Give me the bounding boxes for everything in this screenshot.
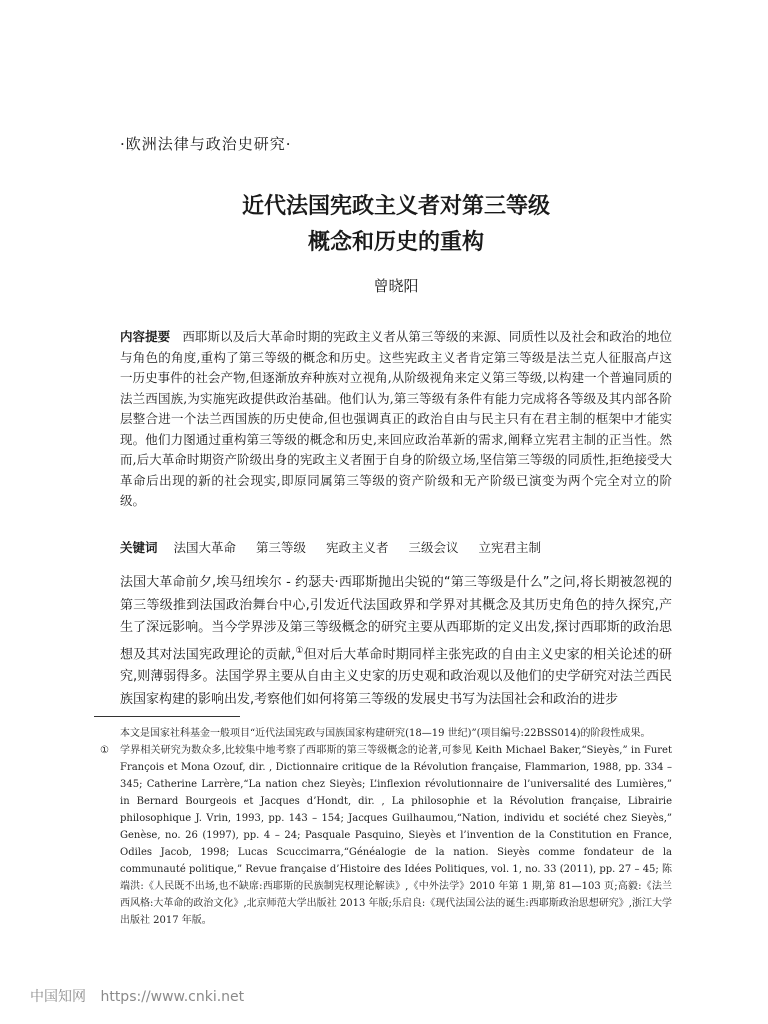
keywords	[120, 538, 672, 558]
section-label: ·欧洲法律与政治史研究·	[120, 135, 292, 153]
footnote-1-text: 学界相关研究为数众多,比较集中地考察了西耶斯的第三等级概念的论著,可参见 Keith Michael Baker,“Sieyès,” in Furet François et Mona Ozouf, dir. , Dictionnaire critique de la Révolution française, Flammarion, 1988, pp. 334 – 345; Catherine Larrère,“La nation chez Sieyès; L’inflexion révolutionnaire de l’universalité des Lumières,” in Bernard Bourgeois et Jacques d’Hondt, dir. , La philosophie et la Révolution française, Librairie philosophique J. Vrin, 1993, pp. 143 – 154; Jacques Guilhaumou,“Nation, individu et société chez Sieyès,” Genèse, no. 26 (1997), pp. 4 – 24; Pasquale Pasquino, Sieyès et l’invention de la Constitution en France, Odiles Jacob, 1998; Lucas Scuccimarra,“Généalogie de la nation. Sieyès comme fondateur de la communauté politique,” Revue française d’Histoire des Idées Politiques, vol. 1, no. 33 (2011), pp. 27 – 45; 陈端洪:《人民既不出场,也不缺席:西耶斯的民族制宪权理论解读》,《中外法学》2010 年第 1 期,第 81—103 页;高毅:《法兰西风格:大革命的政治文化》,北京师范大学出版社 2013 年版;乐启良:《现代法国公法的诞生:西耶斯政治思想研究》,浙江大学出版社 2017 年版。	[120, 745, 672, 926]
footnote-1-mark: ①	[100, 745, 109, 756]
author-name: 曾晓阳	[373, 277, 419, 295]
footnote-divider	[94, 716, 240, 717]
keywords-label: 关键词	[120, 540, 158, 555]
article-title	[120, 188, 672, 260]
footnotes	[100, 725, 672, 929]
keyword: 立宪君主制	[478, 540, 542, 555]
title-line-1: 近代法国宪政主义者对第三等级	[241, 193, 550, 219]
footnote-1	[100, 742, 672, 929]
body-text-part-2: 但对后大革命时期同样主张宪政的自由主义史家的相关论述的研究,则薄弱得多。法国学界主要从自由主义史家的历史观和政治观以及他们的史学研究对法兰西民族国家构建的影响出发,考察他们如何将第三等级的发展史书写为法国社会和政治的进步	[120, 646, 672, 707]
body-text-part-1: 法国大革命前夕,埃马纽埃尔 - 约瑟夫·西耶斯抛出尖锐的“第三等级是什么”之问,将长期被忽视的第三等级推到法国政治舞台中心,引发近代法国政界和学界对其概念及其历史角色的持久探究,产生了深远影响。当今学界涉及第三等级概念的研究主要从西耶斯的定义出发,探讨西耶斯的政治思想及其对法国宪政理论的贡献,	[120, 575, 672, 662]
body-paragraph	[120, 572, 672, 711]
keyword: 第三等级	[256, 540, 307, 555]
abstract-label: 内容提要	[120, 329, 171, 344]
keyword: 法国大革命	[173, 540, 237, 555]
abstract-text: 西耶斯以及后大革命时期的宪政主义者从第三等级的来源、同质性以及社会和政治的地位与角色的角度,重构了第三等级的概念和历史。这些宪政主义者肯定第三等级是法兰克人征服高卢这一历史事件的社会产物,但逐渐放弃种族对立视角,从阶级视角来定义第三等级,以构建一个普遍同质的法兰西国族,为实施宪政提供政治基础。他们认为,第三等级有条件有能力完成将各等级及其内部各阶层整合进一个法兰西国族的历史使命,但也强调真正的政治自由与民主只有在君主制的框架中才能实现。他们力图通过重构第三等级的概念和历史,来回应政治革新的需求,阐释立宪君主制的正当性。然而,后大革命时期资产阶级出身的宪政主义者囿于自身的阶级立场,坚信第三等级的同质性,拒绝接受大革命后出现的新的社会现实,即原同属第三等级的资产阶级和无产阶级已演变为两个完全对立的阶级。	[120, 329, 672, 508]
keyword: 宪政主义者	[326, 540, 389, 555]
funding-note-text: 本文是国家社科基金一般项目“近代法国宪政与国族国家构建研究(18—19 世纪)”(项目编号:22BSS014)的阶段性成果。	[120, 728, 651, 739]
funding-note	[120, 725, 672, 742]
cnki-watermark	[30, 986, 244, 1006]
keyword: 三级会议	[408, 540, 459, 555]
abstract	[120, 327, 672, 512]
footnote-ref[interactable]: ①	[295, 645, 304, 656]
body-text	[120, 572, 672, 711]
title-line-2: 概念和历史的重构	[307, 229, 484, 255]
watermark-url[interactable]: https://www.cnki.net	[100, 989, 245, 1005]
watermark-brand: 中国知网	[30, 989, 86, 1005]
